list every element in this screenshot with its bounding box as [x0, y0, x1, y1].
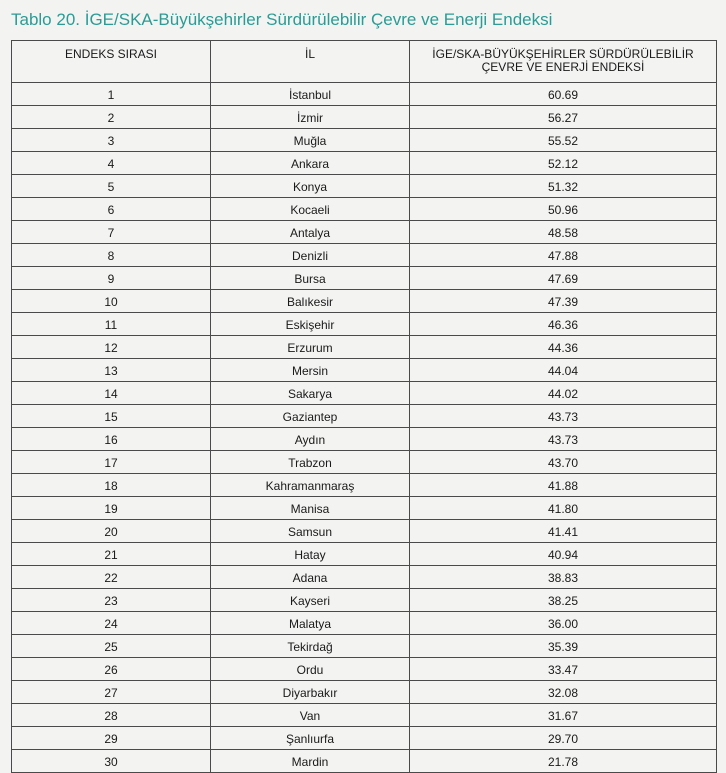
table-row: [12, 520, 717, 543]
rank-cell: 6: [12, 198, 211, 221]
rank-cell: 29: [12, 727, 211, 750]
rank-cell: 13: [12, 359, 211, 382]
city-cell: Kayseri: [211, 589, 410, 612]
rank-cell: 18: [12, 474, 211, 497]
index-value-cell: 44.04: [410, 359, 717, 382]
rank-cell: 25: [12, 635, 211, 658]
city-cell: Diyarbakır: [211, 681, 410, 704]
index-value-cell: 47.88: [410, 244, 717, 267]
rank-cell: 1: [12, 83, 211, 106]
table-row: [12, 359, 717, 382]
city-cell: Eskişehir: [211, 313, 410, 336]
rank-cell: 22: [12, 566, 211, 589]
city-cell: İzmir: [211, 106, 410, 129]
city-cell: Samsun: [211, 520, 410, 543]
index-value-cell: 41.88: [410, 474, 717, 497]
table-row: [12, 382, 717, 405]
table-row: [12, 451, 717, 474]
rank-cell: 2: [12, 106, 211, 129]
table-row: [12, 129, 717, 152]
rank-cell: 10: [12, 290, 211, 313]
table-row: [12, 589, 717, 612]
index-value-cell: 36.00: [410, 612, 717, 635]
table-row: [12, 681, 717, 704]
city-cell: Mardin: [211, 750, 410, 773]
city-cell: Denizli: [211, 244, 410, 267]
rank-cell: 20: [12, 520, 211, 543]
city-cell: Bursa: [211, 267, 410, 290]
index-value-cell: 41.41: [410, 520, 717, 543]
rank-cell: 7: [12, 221, 211, 244]
index-value-cell: 46.36: [410, 313, 717, 336]
index-value-cell: 43.73: [410, 428, 717, 451]
index-value-cell: 52.12: [410, 152, 717, 175]
table-row: [12, 244, 717, 267]
table-row: [12, 267, 717, 290]
city-cell: Erzurum: [211, 336, 410, 359]
table-row: [12, 704, 717, 727]
table-row: [12, 83, 717, 106]
rank-cell: 11: [12, 313, 211, 336]
rank-cell: 28: [12, 704, 211, 727]
city-cell: Kocaeli: [211, 198, 410, 221]
city-cell: Kahramanmaraş: [211, 474, 410, 497]
header-rank: ENDEKS SIRASI: [12, 41, 211, 83]
city-cell: Aydın: [211, 428, 410, 451]
rank-cell: 3: [12, 129, 211, 152]
header-index-line2: ÇEVRE VE ENERJİ ENDEKSİ: [481, 60, 645, 74]
rank-cell: 19: [12, 497, 211, 520]
city-cell: Balıkesir: [211, 290, 410, 313]
index-value-cell: 60.69: [410, 83, 717, 106]
rank-cell: 30: [12, 750, 211, 773]
rank-cell: 24: [12, 612, 211, 635]
index-value-cell: 35.39: [410, 635, 717, 658]
table-row: [12, 497, 717, 520]
city-cell: Manisa: [211, 497, 410, 520]
table-row: [12, 336, 717, 359]
city-cell: Muğla: [211, 129, 410, 152]
city-cell: Şanlıurfa: [211, 727, 410, 750]
rank-cell: 23: [12, 589, 211, 612]
city-cell: Adana: [211, 566, 410, 589]
index-value-cell: 51.32: [410, 175, 717, 198]
rank-cell: 8: [12, 244, 211, 267]
index-value-cell: 55.52: [410, 129, 717, 152]
index-value-cell: 21.78: [410, 750, 717, 773]
index-value-cell: 38.83: [410, 566, 717, 589]
table-row: [12, 428, 717, 451]
rank-cell: 17: [12, 451, 211, 474]
table-row: [12, 635, 717, 658]
table-row: [12, 198, 717, 221]
index-value-cell: 50.96: [410, 198, 717, 221]
index-value-cell: 48.58: [410, 221, 717, 244]
table-row: [12, 658, 717, 681]
rank-cell: 4: [12, 152, 211, 175]
table-row: [12, 152, 717, 175]
index-table: [11, 40, 717, 773]
table-row: [12, 405, 717, 428]
table-header-row: [12, 41, 717, 83]
index-value-cell: 44.36: [410, 336, 717, 359]
table-row: [12, 474, 717, 497]
index-value-cell: 38.25: [410, 589, 717, 612]
index-value-cell: 40.94: [410, 543, 717, 566]
index-value-cell: 43.73: [410, 405, 717, 428]
rank-cell: 16: [12, 428, 211, 451]
index-value-cell: 44.02: [410, 382, 717, 405]
rank-cell: 12: [12, 336, 211, 359]
table-row: [12, 750, 717, 773]
header-index: [410, 41, 717, 83]
table-body: [12, 83, 717, 773]
index-value-cell: 33.47: [410, 658, 717, 681]
index-value-cell: 41.80: [410, 497, 717, 520]
rank-cell: 15: [12, 405, 211, 428]
header-index-line1: İGE/SKA-BÜYÜKŞEHİRLER SÜRDÜRÜLEBİLİR: [432, 47, 694, 61]
city-cell: Trabzon: [211, 451, 410, 474]
index-value-cell: 32.08: [410, 681, 717, 704]
index-value-cell: 47.69: [410, 267, 717, 290]
city-cell: Malatya: [211, 612, 410, 635]
city-cell: Konya: [211, 175, 410, 198]
city-cell: Tekirdağ: [211, 635, 410, 658]
rank-cell: 14: [12, 382, 211, 405]
table-row: [12, 612, 717, 635]
rank-cell: 9: [12, 267, 211, 290]
city-cell: Sakarya: [211, 382, 410, 405]
city-cell: İstanbul: [211, 83, 410, 106]
city-cell: Gaziantep: [211, 405, 410, 428]
index-value-cell: 56.27: [410, 106, 717, 129]
index-value-cell: 47.39: [410, 290, 717, 313]
table-row: [12, 543, 717, 566]
rank-cell: 26: [12, 658, 211, 681]
table-row: [12, 313, 717, 336]
city-cell: Ordu: [211, 658, 410, 681]
index-value-cell: 29.70: [410, 727, 717, 750]
table-row: [12, 221, 717, 244]
city-cell: Mersin: [211, 359, 410, 382]
rank-cell: 21: [12, 543, 211, 566]
table-row: [12, 566, 717, 589]
rank-cell: 5: [12, 175, 211, 198]
table-row: [12, 727, 717, 750]
city-cell: Ankara: [211, 152, 410, 175]
index-value-cell: 43.70: [410, 451, 717, 474]
table-row: [12, 106, 717, 129]
city-cell: Van: [211, 704, 410, 727]
table-row: [12, 290, 717, 313]
rank-cell: 27: [12, 681, 211, 704]
index-value-cell: 31.67: [410, 704, 717, 727]
header-city: İL: [211, 41, 410, 83]
city-cell: Antalya: [211, 221, 410, 244]
city-cell: Hatay: [211, 543, 410, 566]
table-row: [12, 175, 717, 198]
table-title: Tablo 20. İGE/SKA-Büyükşehirler Sürdürülebilir Çevre ve Enerji Endeksi: [11, 10, 553, 29]
